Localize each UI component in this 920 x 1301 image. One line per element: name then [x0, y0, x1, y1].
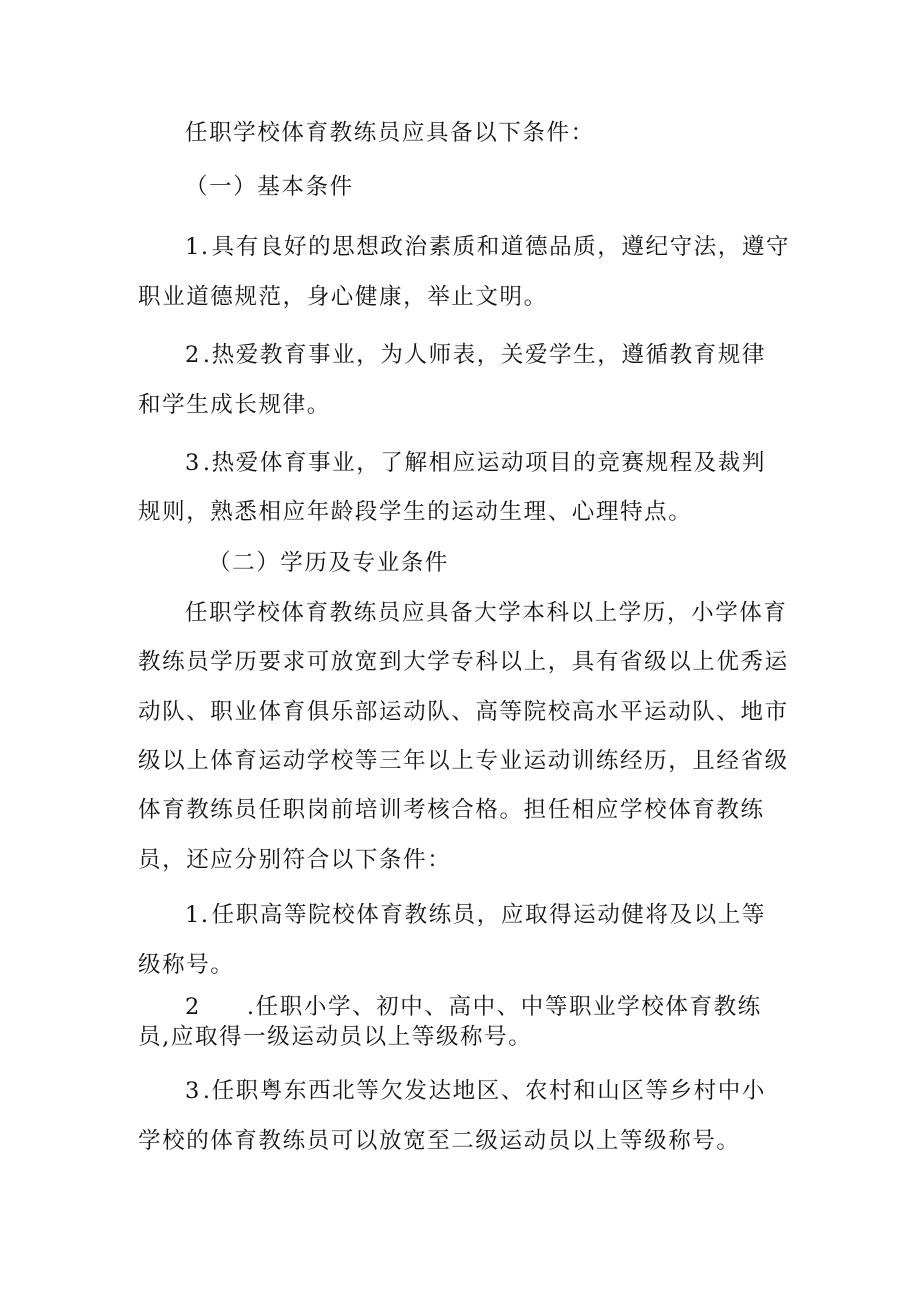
section2-item2-line2: 员,应取得一级运动员以上等级称号。 [138, 1024, 533, 1050]
section2-para-line: 教练员学历要求可放宽到大学专科以上，具有省级以上优秀运 [138, 649, 789, 675]
section1-item2-line2: 和学生成长规律。 [138, 392, 331, 418]
item-text: .热爱教育事业，为人师表，关爱学生，遵循教育规律 [202, 342, 766, 368]
item-text: .任职小学、初中、高中、中等职业学校体育教练 [246, 994, 762, 1020]
section2-item1-line2: 级称号。 [138, 952, 235, 978]
intro-line: 任职学校体育教练员应具备以下条件： [185, 120, 595, 146]
item-text: .热爱体育事业，了解相应运动项目的竞赛规程及裁判 [202, 450, 766, 476]
section2-heading: （二）学历及专业条件 [208, 550, 450, 576]
item-text: .任职粤东西北等欠发达地区、农村和山区等乡村中小 [202, 1078, 766, 1104]
item-number: 2 [185, 342, 201, 368]
section1-item1-line2: 职业道德规范，身心健康，举止文明。 [138, 284, 548, 310]
section2-item3-line2: 学校的体育教练员可以放宽至二级运动员以上等级称号。 [138, 1128, 741, 1154]
section1-item1-line1 [185, 232, 790, 262]
item-number: 1. [185, 902, 210, 928]
section1-item2-line1 [185, 340, 766, 370]
section2-item2-line1 [185, 992, 762, 1022]
section2-item3-line1 [185, 1076, 766, 1106]
section2-para-line: 动队、职业体育俱乐部运动队、高等院校高水平运动队、地市 [138, 699, 789, 725]
item-number: 2 [185, 994, 201, 1020]
section2-para-line: 任职学校体育教练员应具备大学本科以上学历，小学体育 [185, 600, 788, 626]
section2-para-line: 体育教练员任职岗前培训考核合格。担任相应学校体育教练 [138, 797, 765, 823]
section1-heading: （一）基本条件 [185, 174, 354, 200]
item-text: 具有良好的思想政治素质和道德品质，遵纪守法，遵守 [211, 234, 791, 260]
section2-para-line: 级以上体育运动学校等三年以上专业运动训练经历，且经省级 [138, 748, 789, 774]
item-number: 3 [185, 1078, 201, 1104]
section2-para-line: 员，还应分别符合以下条件： [138, 847, 452, 873]
section2-item1-line1 [185, 900, 766, 930]
item-number: 1. [185, 234, 210, 260]
item-number: 3 [185, 450, 201, 476]
section1-item3-line1 [185, 448, 766, 478]
item-text: 任职高等院校体育教练员，应取得运动健将及以上等 [211, 902, 766, 928]
section1-item3-line2: 规则，熟悉相应年龄段学生的运动生理、心理特点。 [138, 499, 693, 525]
